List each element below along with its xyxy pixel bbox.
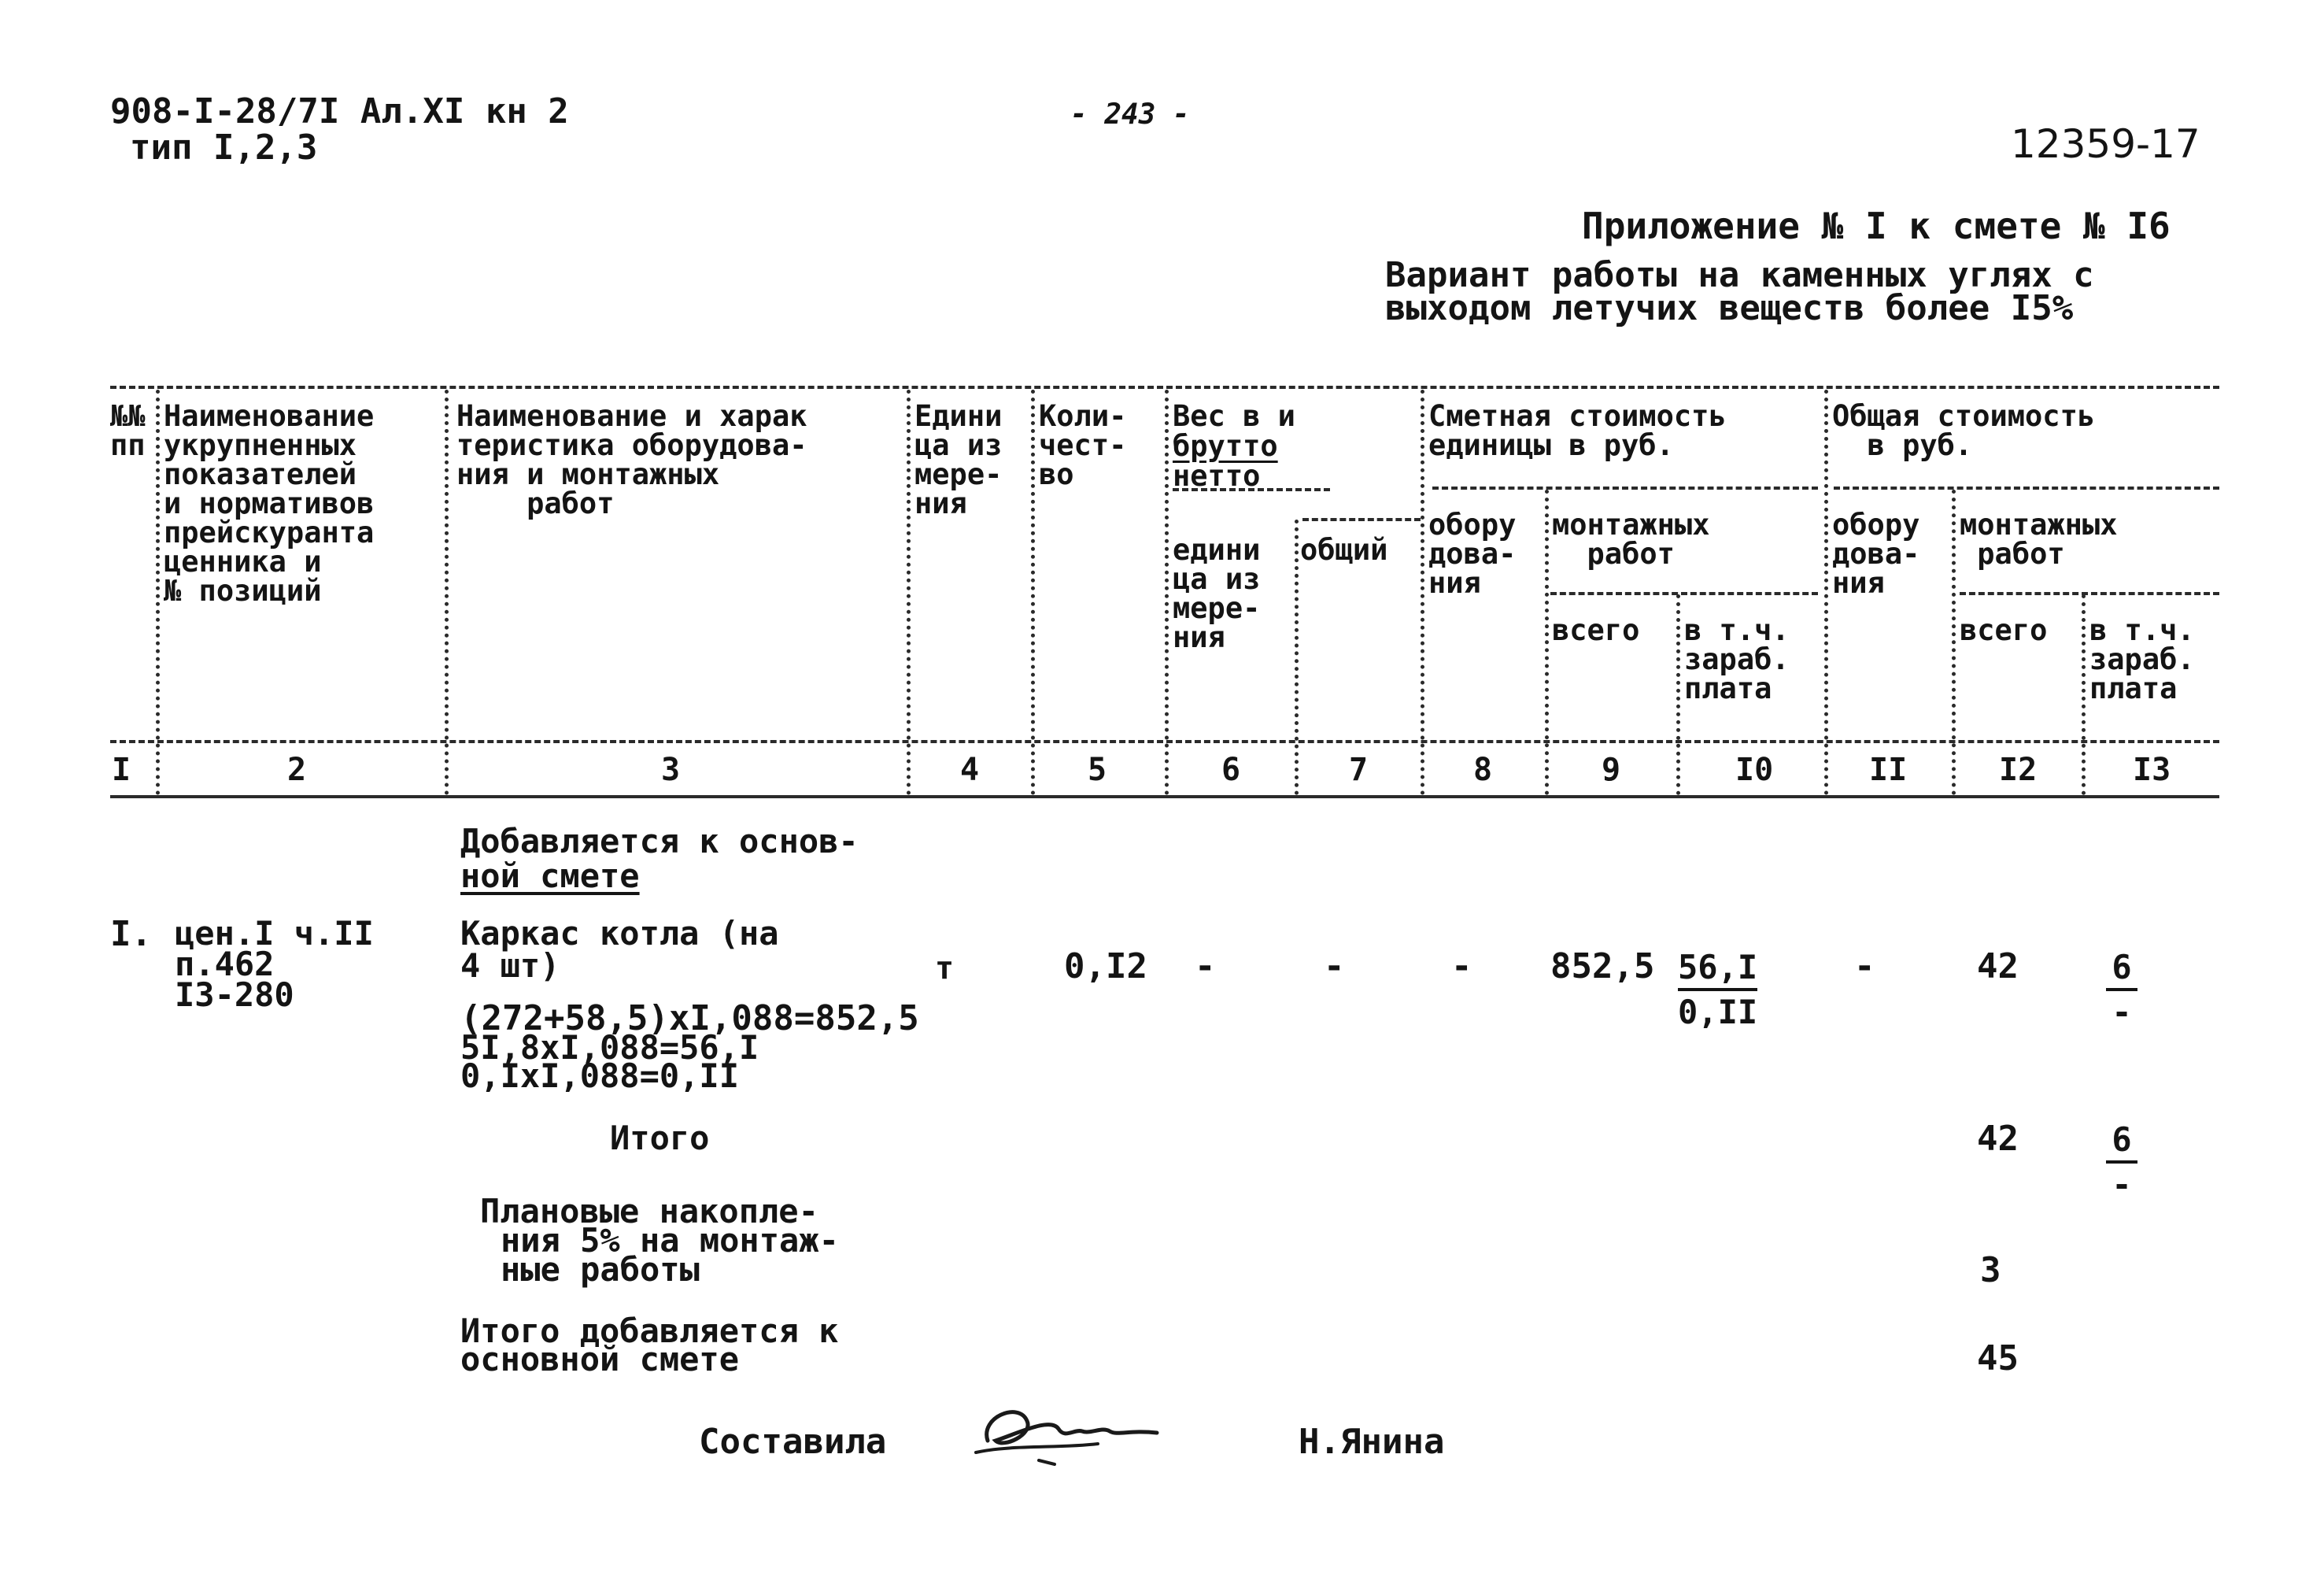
header-col-11: обору дова- ния	[1832, 508, 1920, 600]
totalcost-sub-rule	[1834, 487, 2219, 490]
column-number-7: 7	[1349, 752, 1369, 788]
column-number-1: I	[112, 752, 131, 788]
column-number-2: 2	[287, 752, 307, 788]
signature	[964, 1386, 1177, 1480]
header-col-7: общий	[1300, 533, 1388, 567]
subtotal-mount: 42	[1977, 1119, 2019, 1159]
weight-sub-rule-2	[1302, 518, 1421, 521]
header-col-4: Едини ца из мере- ния	[914, 399, 1003, 520]
subtotal-wage-bottom: -	[2112, 1165, 2132, 1204]
header-col-13: в т.ч. зараб. плата	[2089, 613, 2195, 705]
column-number-3: 3	[661, 752, 681, 788]
row-total-wage-top: 6	[2106, 948, 2137, 991]
header-unit-mount-group: монтажных работ	[1552, 508, 1710, 571]
column-number-6: 6	[1221, 752, 1241, 788]
section-title-line-2: ной смете	[460, 857, 640, 895]
col-divider-8	[1545, 490, 1549, 795]
calculation-line-1: (272+58,5)xI,088=852,5	[460, 998, 919, 1038]
table-top-rule	[110, 386, 2219, 389]
planned-line-3: ные работы	[501, 1250, 700, 1289]
row-number: I.	[110, 914, 152, 954]
document-code: 908-I-28/7I Ал.XI кн 2	[110, 91, 569, 131]
row-total-mount: 42	[1977, 946, 2019, 986]
inventory-number: 12359-17	[2011, 121, 2200, 167]
column-number-10: I0	[1735, 752, 1774, 788]
col-divider-11	[1952, 490, 1956, 795]
col-divider-5	[1165, 390, 1169, 795]
col-divider-4	[1031, 390, 1035, 795]
variant-line-2: выходом летучих веществ более I5%	[1385, 288, 2074, 328]
column-number-8: 8	[1473, 752, 1493, 788]
header-col-9: всего	[1552, 613, 1640, 647]
column-number-4: 4	[960, 752, 980, 788]
header-col-1: №№ пп	[110, 399, 146, 462]
subtotal-wage-top: 6	[2106, 1120, 2137, 1164]
header-totalcost-group: Общая стоимость в руб.	[1832, 399, 2096, 462]
column-number-11: II	[1869, 752, 1908, 788]
row-total-wage-bottom: -	[2112, 993, 2132, 1031]
appendix-title: Приложение № I к смете № I6	[1582, 205, 2171, 247]
header-unitcost-group: Сметная стоимость единицы в руб.	[1428, 399, 1727, 462]
column-number-5: 5	[1088, 752, 1107, 788]
row-name-line-2: 4 шт)	[460, 946, 560, 985]
totalcost-mount-rule	[1960, 592, 2219, 595]
calculation-line-2: 5I,8xI,088=56,I	[460, 1028, 759, 1067]
numbers-bottom-rule	[110, 795, 2219, 798]
row-weight-unit: -	[1195, 946, 1216, 986]
column-number-9: 9	[1602, 752, 1621, 788]
row-mount-wage	[1678, 948, 1757, 1031]
column-number-13: I3	[2133, 752, 2171, 788]
row-mount-wage-top: 56,I	[1678, 948, 1757, 991]
row-ref-line-3: I3-280	[175, 975, 294, 1014]
header-col-12: всего	[1960, 613, 2048, 647]
row-total-equipment: -	[1854, 946, 1875, 986]
col-divider-6	[1295, 520, 1299, 795]
grand-total-line-2: основной смете	[460, 1340, 740, 1378]
row-weight-total: -	[1324, 946, 1345, 986]
col-divider-9	[1676, 594, 1680, 795]
row-name-line-1: Каркас котла (на	[460, 914, 779, 953]
planned-line-2: ния 5% на монтаж-	[501, 1221, 839, 1260]
row-unit: т	[935, 950, 955, 986]
header-col-3: Наименование и харак теристика оборудова- ния и монтажных работ	[456, 399, 807, 520]
row-total-wage	[2106, 948, 2137, 1031]
header-weight-netto: нетто	[1173, 459, 1261, 493]
col-divider-3	[907, 390, 911, 795]
header-col-8: обору дова- ния	[1428, 508, 1517, 600]
calculation-line-3: 0,IxI,088=0,II	[460, 1056, 740, 1095]
header-col-10: в т.ч. зараб. плата	[1684, 613, 1790, 705]
subtotal-wage	[2106, 1120, 2137, 1204]
row-quantity: 0,I2	[1064, 946, 1147, 986]
col-divider-7	[1421, 390, 1424, 795]
grand-total-line-1: Итого добавляется к	[460, 1312, 839, 1350]
header-col-6: едини ца из мере- ния	[1173, 533, 1261, 654]
header-weight-brutto: брутто	[1173, 429, 1278, 463]
unitcost-mount-rule	[1550, 592, 1818, 595]
row-mount-total: 852,5	[1550, 946, 1655, 986]
row-equipment-unit: -	[1451, 946, 1472, 986]
variant-line-1: Вариант работы на каменных углях с	[1385, 255, 2094, 295]
page-number: - 243 -	[1070, 98, 1190, 131]
section-title-line-1: Добавляется к основ-	[460, 822, 859, 860]
column-number-12: I2	[1999, 752, 2038, 788]
planned-line-1: Плановые накопле-	[480, 1192, 818, 1230]
row-ref-line-1: цен.I ч.II	[175, 914, 374, 953]
col-divider-1	[156, 390, 160, 795]
header-col-5: Коли- чест- во	[1039, 399, 1127, 491]
row-mount-wage-bottom: 0,II	[1678, 993, 1758, 1031]
header-col-2: Наименование укрупненных показателей и нормативов прейскуранта ценника и № позиций	[164, 399, 375, 608]
unitcost-sub-rule	[1432, 487, 1818, 490]
document-type: тип I,2,3	[130, 128, 318, 168]
composed-by-label: Составила	[699, 1422, 887, 1462]
header-weight-group: Вес в и	[1173, 399, 1295, 433]
col-divider-12	[2082, 594, 2086, 795]
subtotal-label: Итого	[610, 1119, 710, 1157]
composer-name: Н.Янина	[1299, 1422, 1445, 1462]
col-divider-2	[445, 390, 449, 795]
col-divider-10	[1824, 390, 1828, 795]
header-total-mount-group: монтажных работ	[1960, 508, 2118, 571]
planned-value: 3	[1980, 1250, 2001, 1290]
row-ref-line-2: п.462	[175, 945, 275, 983]
grand-total-value: 45	[1977, 1338, 2019, 1378]
